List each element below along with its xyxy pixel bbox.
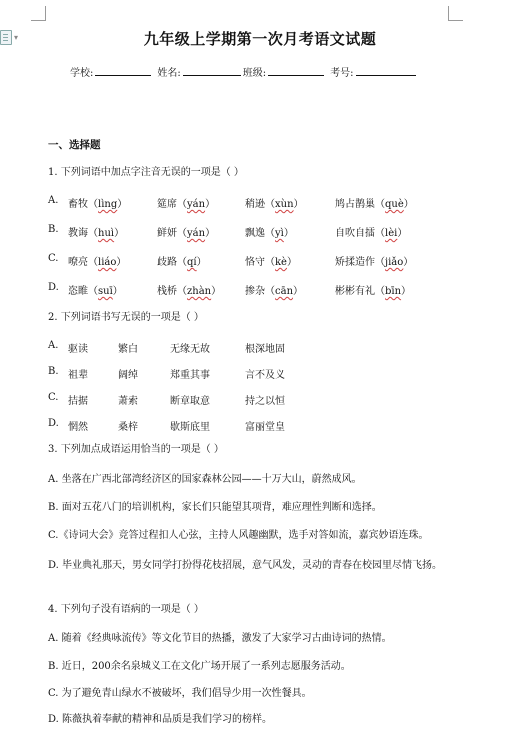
word-item: 驱读 [68, 344, 88, 355]
pinyin-text: kè [275, 257, 287, 268]
paren-close: ） [196, 257, 207, 268]
option-label: B. [48, 224, 59, 235]
paren-close: ） [116, 257, 127, 268]
word-item: 无缘无故 [170, 344, 210, 355]
info-label-class: 班级: [242, 68, 267, 79]
page-title: 九年级上学期第一次月考语文试题 [143, 30, 377, 48]
pinyin-item [245, 253, 297, 268]
paren-close: ） [114, 228, 125, 239]
option-label: B. [48, 366, 59, 377]
question-4-option: C. 为了避免青山绿水不被破坏，我们倡导少用一次性餐具。 [48, 688, 312, 699]
paren-close: ） [403, 257, 414, 268]
info-label-school: 学校: [70, 68, 94, 79]
pinyin-text: bīn [385, 286, 402, 297]
class-blank [268, 65, 324, 76]
word-text: 飘逸（ [245, 228, 275, 239]
word-item: 桑梓 [118, 422, 138, 433]
option-label: C. [48, 253, 59, 264]
word-text: 筵席（ [157, 199, 187, 210]
word-item: 歇斯底里 [170, 422, 210, 433]
word-item: 繁白 [118, 344, 138, 355]
pinyin-item [245, 224, 294, 239]
paren-close: ） [112, 286, 123, 297]
pinyin-text: què [385, 199, 404, 210]
paren-close: ） [293, 286, 304, 297]
info-label-id: 考号: [330, 68, 354, 79]
option-label: A. [48, 340, 59, 351]
pinyin-item [157, 253, 207, 268]
word-text: 歧路（ [157, 257, 187, 268]
word-item: 根深地固 [245, 344, 285, 355]
chevron-down-icon[interactable]: ▾ [14, 33, 19, 42]
question-1-stem: 1. 下列词语中加点字注音无误的一项是（ ） [48, 167, 244, 178]
word-item: 祖辈 [68, 370, 88, 381]
paren-close: ） [283, 228, 294, 239]
word-text: 鲜妍（ [157, 228, 187, 239]
word-text: 彬彬有礼（ [335, 286, 385, 297]
pinyin-text: lìng [98, 199, 118, 210]
pinyin-text: huì [98, 228, 115, 239]
pinyin-text: yán [187, 228, 206, 239]
pinyin-item [68, 282, 123, 297]
word-text: 恪守（ [245, 257, 275, 268]
word-text: 教诲（ [68, 228, 98, 239]
pinyin-text: xùn [275, 199, 294, 210]
school-blank [95, 65, 151, 76]
paren-close: ） [293, 199, 304, 210]
word-text: 嘹亮（ [68, 257, 98, 268]
word-text: 掺杂（ [245, 286, 275, 297]
question-3-option: C.《诗词大会》竞答过程扣人心弦，主持人风趣幽默，选手对答如流，嘉宾妙语连珠。 [48, 530, 429, 541]
paren-close: ） [117, 199, 128, 210]
word-text: 畜牧（ [68, 199, 98, 210]
option-label: A. [48, 195, 59, 206]
name-blank [183, 65, 241, 76]
pinyin-item [157, 195, 215, 210]
pinyin-text: liáo [98, 257, 117, 268]
option-label: D. [48, 418, 59, 429]
paren-close: ） [286, 257, 297, 268]
section-heading: 一、选择题 [48, 139, 101, 151]
word-text: 自吹自擂（ [335, 228, 385, 239]
pinyin-item [335, 195, 414, 210]
word-text: 稍逊（ [245, 199, 275, 210]
word-item: 言不及义 [245, 370, 285, 381]
option-label: D. [48, 282, 59, 293]
question-4-option: B. 近日，200余名泉城义工在文化广场开展了一系列志愿服务活动。 [48, 661, 351, 672]
question-4-option: A. 随着《经典咏流传》等文化节目的热播，激发了大家学习古曲诗词的热情。 [48, 633, 392, 644]
word-item: 惘然 [68, 422, 88, 433]
paren-close: ） [401, 286, 412, 297]
paren-close: ） [205, 228, 216, 239]
word-item: 阔绰 [118, 370, 138, 381]
pinyin-text: zhàn [187, 286, 212, 297]
question-3-option: D. 毕业典礼那天，男女同学打扮得花枝招展，意气风发，灵动的青春在校园里尽情飞扬。 [48, 560, 443, 571]
pinyin-text: yán [187, 199, 206, 210]
option-label: C. [48, 392, 59, 403]
pinyin-item [157, 282, 221, 297]
paren-close: ） [403, 199, 414, 210]
student-info-line [70, 64, 418, 79]
word-text: 栈桥（ [157, 286, 187, 297]
question-3-option: A. 坐落在广西北部湾经济区的国家森林公园——十万大山，蔚然成风。 [48, 474, 362, 485]
pinyin-item [245, 282, 303, 297]
pinyin-text: yì [275, 228, 284, 239]
pinyin-item [335, 224, 407, 239]
paren-close: ） [397, 228, 408, 239]
pinyin-item [335, 282, 411, 297]
pinyin-text: suī [98, 286, 113, 297]
paren-close: ） [211, 286, 222, 297]
word-item: 郑重其事 [170, 370, 210, 381]
word-item: 富丽堂皇 [245, 422, 285, 433]
info-label-name: 姓名: [157, 68, 181, 79]
word-item: 断章取意 [170, 396, 210, 407]
pinyin-text: lèi [385, 228, 398, 239]
pinyin-item [68, 195, 127, 210]
question-3-stem: 3. 下列加点成语运用恰当的一项是（ ） [48, 444, 224, 455]
question-4-stem: 4. 下列句子没有语病的一项是（ ） [48, 604, 204, 615]
margin-corner-mark [31, 6, 46, 21]
question-2-stem: 2. 下列词语书写无误的一项是（ ） [48, 312, 204, 323]
pinyin-text: jiǎo [385, 257, 404, 268]
word-text: 恣睢（ [68, 286, 98, 297]
question-4-option: D. 陈薇执着奉献的精神和品质是我们学习的榜样。 [48, 714, 273, 725]
pinyin-item [335, 253, 413, 268]
pinyin-text: cān [275, 286, 294, 297]
word-item: 持之以恒 [245, 396, 285, 407]
pinyin-item [245, 195, 304, 210]
pinyin-item [68, 253, 126, 268]
word-text: 矫揉造作（ [335, 257, 385, 268]
word-text: 鸠占鹊巢（ [335, 199, 385, 210]
pinyin-item [68, 224, 124, 239]
id-blank [356, 65, 416, 76]
pinyin-text: qí [187, 257, 197, 268]
paren-close: ） [205, 199, 216, 210]
word-item: 拮据 [68, 396, 88, 407]
margin-corner-mark [448, 6, 463, 21]
pinyin-item [157, 224, 215, 239]
question-3-option: B. 面对五花八门的培训机构，家长们只能望其项背，难应理性判断和选择。 [48, 502, 382, 513]
word-item: 萧索 [118, 396, 138, 407]
